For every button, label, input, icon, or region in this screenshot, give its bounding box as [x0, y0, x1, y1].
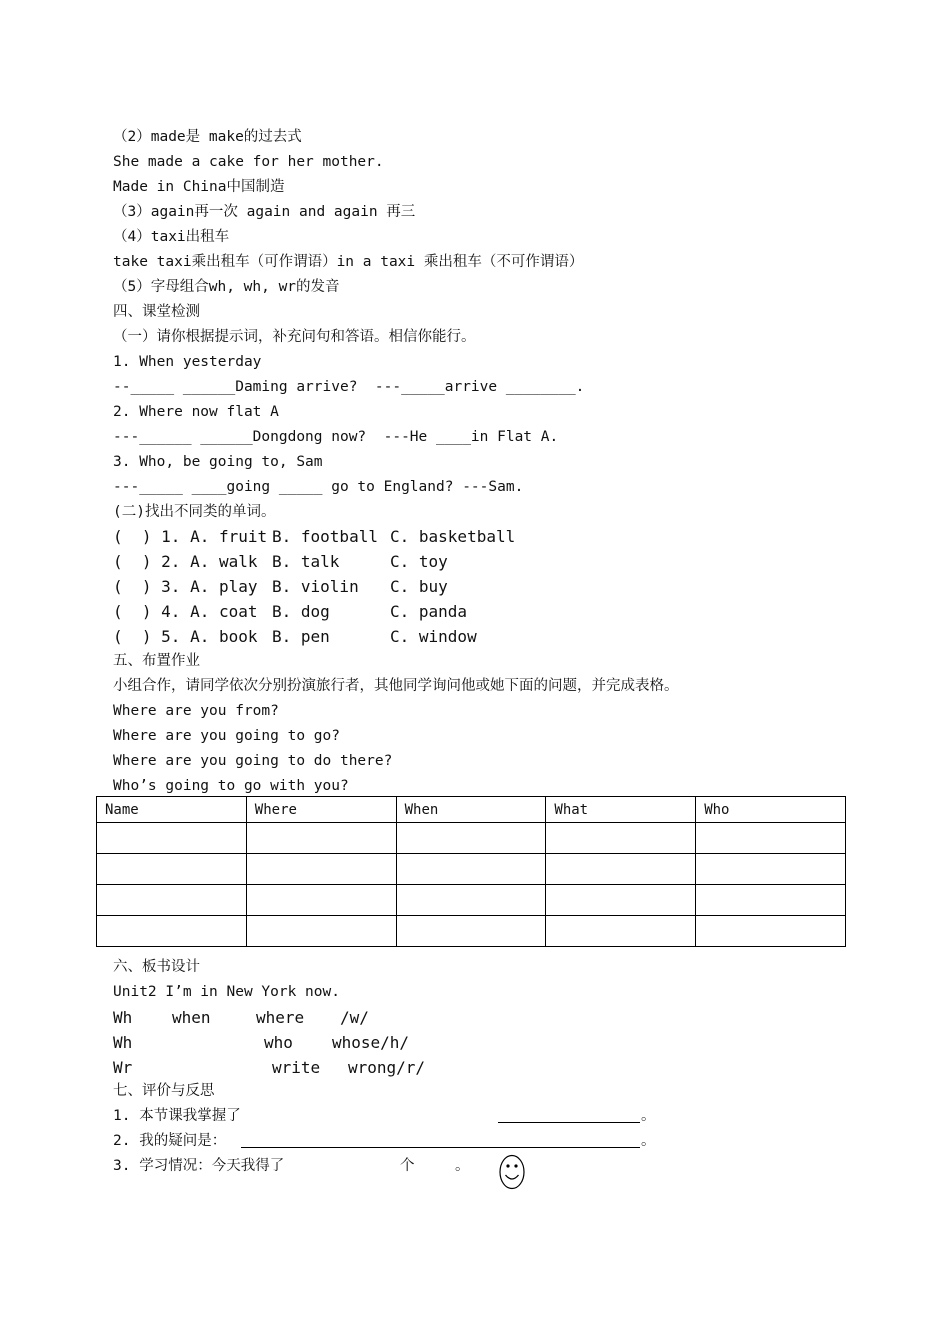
- table-cell[interactable]: [546, 854, 696, 885]
- board-row-1-letters: Wh: [113, 1008, 133, 1027]
- table-cell[interactable]: [546, 885, 696, 916]
- table-cell[interactable]: [97, 916, 247, 947]
- note-2-phrase: Made in China中国制造: [113, 179, 285, 195]
- table-cell[interactable]: [97, 823, 247, 854]
- question-1-prompt: 1. When yesterday: [113, 354, 262, 370]
- board-row-3-letters: Wr: [113, 1058, 133, 1077]
- item-3-option-a: ( ) 3. A. play: [113, 577, 258, 596]
- item-5-option-b: B. pen: [272, 627, 330, 646]
- homework-question-2: Where are you going to go?: [113, 728, 340, 744]
- reflection-2-label: 2. 我的疑问是：: [113, 1133, 227, 1149]
- board-row-1-word-2: where: [256, 1008, 305, 1027]
- item-3-option-b: B. violin: [272, 577, 359, 596]
- item-2-option-a: ( ) 2. A. walk: [113, 552, 258, 571]
- homework-question-1: Where are you from?: [113, 703, 279, 719]
- note-2-example: She made a cake for her mother.: [113, 154, 384, 170]
- question-3-prompt: 3. Who, be going to, Sam: [113, 454, 323, 470]
- item-3-option-c: C. buy: [390, 577, 448, 596]
- header-what: What: [546, 797, 696, 823]
- note-2: （2）made是 make的过去式: [113, 129, 302, 145]
- header-who: Who: [696, 797, 846, 823]
- item-1-option-c: C. basketball: [390, 527, 516, 546]
- section-4-heading: 四、课堂检测: [113, 304, 200, 320]
- note-3: （3）again再一次 again and again 再三: [113, 204, 416, 220]
- reflection-1-end: 。: [641, 1108, 656, 1124]
- board-row-2-sound: whose/h/: [332, 1033, 410, 1052]
- table-cell[interactable]: [696, 885, 846, 916]
- homework-question-3: Where are you going to do there?: [113, 753, 393, 769]
- reflection-3-unit: 个: [400, 1158, 415, 1174]
- table-cell[interactable]: [696, 916, 846, 947]
- board-row-3-sound: wrong/r/: [348, 1058, 426, 1077]
- note-5: （5）字母组合wh, wh, wr的发音: [113, 279, 340, 295]
- table-cell[interactable]: [546, 823, 696, 854]
- question-2-prompt: 2. Where now flat A: [113, 404, 279, 420]
- section-5-heading: 五、布置作业: [113, 653, 200, 669]
- part-1-title: （一）请你根据提示词，补充问句和答语。相信你能行。: [113, 329, 476, 345]
- board-row-1-sound: /w/: [340, 1008, 369, 1027]
- item-2-option-b: B. talk: [272, 552, 340, 571]
- reflection-2: [113, 1132, 226, 1150]
- item-4-option-b: B. dog: [272, 602, 330, 621]
- board-row-1-word-1: when: [172, 1008, 211, 1027]
- note-4: （4）taxi出租车: [113, 229, 230, 245]
- table-cell[interactable]: [246, 916, 396, 947]
- reflection-1-label: 1. 本节课我掌握了: [113, 1108, 241, 1124]
- survey-table: [96, 796, 846, 947]
- reflection-3-end: 。: [455, 1158, 470, 1174]
- item-2-option-c: C. toy: [390, 552, 448, 571]
- table-row: [97, 854, 846, 885]
- item-1-option-b: B. football: [272, 527, 378, 546]
- header-when: When: [396, 797, 546, 823]
- note-4-usage: take taxi乘出租车（可作谓语）in a taxi 乘出租车（不可作谓语）: [113, 254, 584, 270]
- section-6-heading: 六、板书设计: [113, 959, 200, 975]
- reflection-2-blank[interactable]: [241, 1133, 640, 1148]
- table-cell[interactable]: [396, 823, 546, 854]
- table-header-row: [97, 797, 846, 823]
- homework-question-4: Who’s going to go with you?: [113, 778, 349, 794]
- question-1-answer: --_____ ______Daming arrive? ---_____arrive ________.: [113, 379, 585, 395]
- homework-instructions: 小组合作，请同学依次分别扮演旅行者，其他同学询问他或她下面的问题，并完成表格。: [113, 678, 679, 694]
- table-row: [97, 916, 846, 947]
- header-name: Name: [97, 797, 247, 823]
- table-cell[interactable]: [696, 823, 846, 854]
- smiley-face-icon: [499, 1154, 525, 1190]
- table-cell[interactable]: [246, 823, 396, 854]
- table-cell[interactable]: [696, 854, 846, 885]
- board-row-2-word: who: [264, 1033, 293, 1052]
- board-row-3-word: write: [272, 1058, 321, 1077]
- item-1-option-a: ( ) 1. A. fruit: [113, 527, 268, 546]
- item-4-option-c: C. panda: [390, 602, 468, 621]
- header-where: Where: [246, 797, 396, 823]
- table-cell[interactable]: [396, 885, 546, 916]
- table-row: [97, 823, 846, 854]
- board-row-2-letters: Wh: [113, 1033, 133, 1052]
- reflection-1: [113, 1107, 241, 1125]
- item-5-option-c: C. window: [390, 627, 477, 646]
- table-cell[interactable]: [396, 916, 546, 947]
- board-unit-title: Unit2 I’m in New York now.: [113, 984, 340, 1000]
- part-2-title: (二)找出不同类的单词。: [113, 504, 276, 520]
- question-2-answer: ---______ ______Dongdong now? ---He ____in Flat A.: [113, 429, 559, 445]
- table-cell[interactable]: [97, 885, 247, 916]
- table-cell[interactable]: [546, 916, 696, 947]
- table-cell[interactable]: [396, 854, 546, 885]
- table-cell[interactable]: [246, 854, 396, 885]
- table-cell[interactable]: [97, 854, 247, 885]
- reflection-2-end: 。: [641, 1133, 656, 1149]
- item-4-option-a: ( ) 4. A. coat: [113, 602, 258, 621]
- reflection-3-label: 3. 学习情况：今天我得了: [113, 1158, 285, 1174]
- item-5-option-a: ( ) 5. A. book: [113, 627, 258, 646]
- reflection-1-blank[interactable]: [498, 1108, 640, 1123]
- question-3-answer: ---_____ ____going _____ go to England? ---Sam.: [113, 479, 524, 495]
- table-row: [97, 885, 846, 916]
- section-7-heading: 七、评价与反思: [113, 1083, 215, 1099]
- table-cell[interactable]: [246, 885, 396, 916]
